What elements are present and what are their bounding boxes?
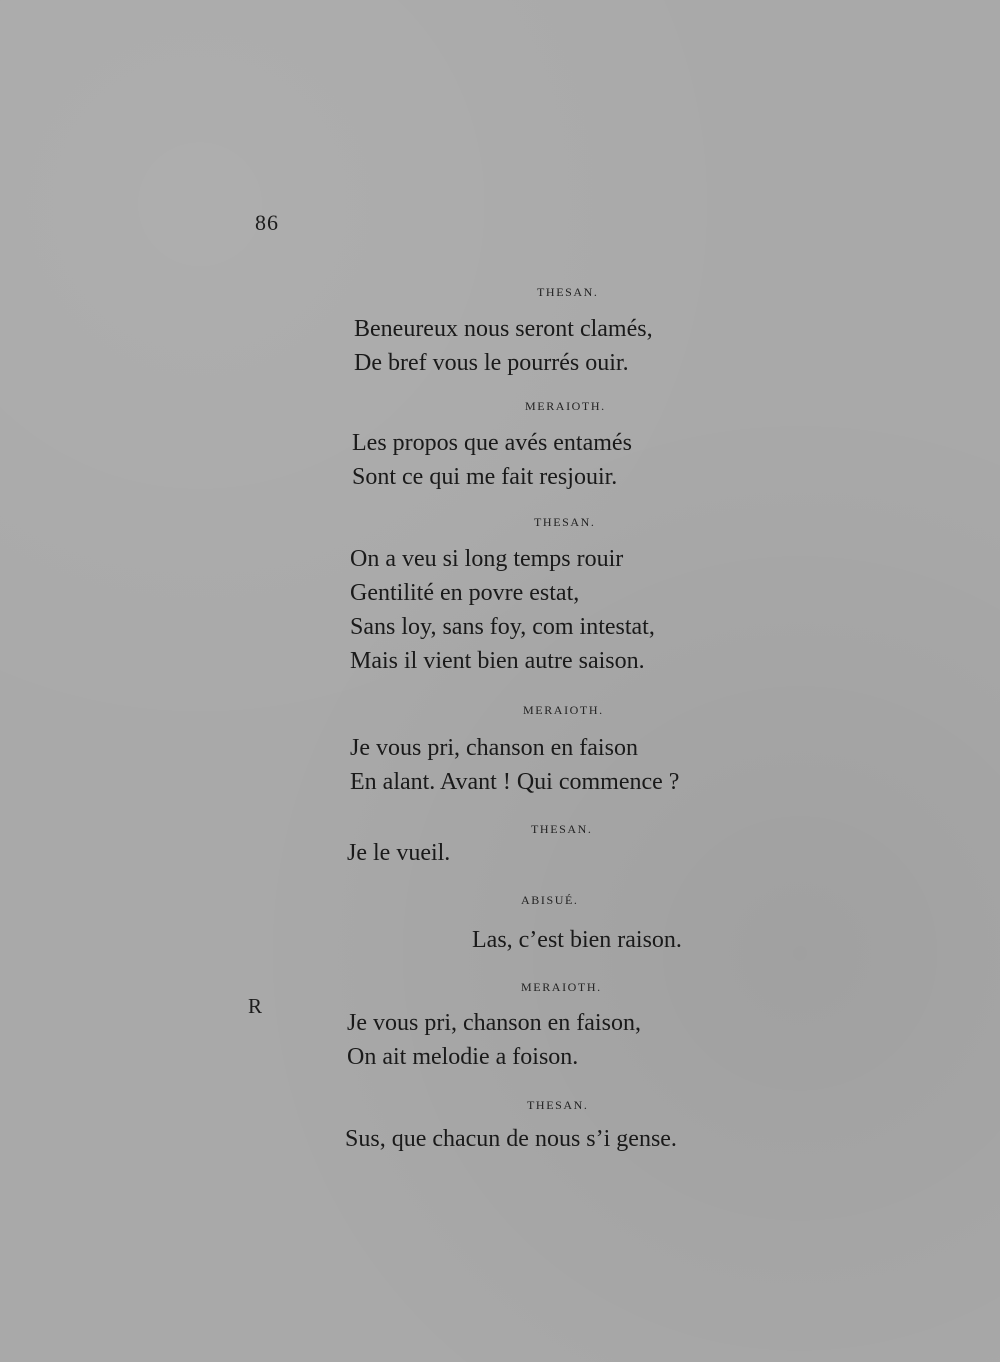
verse-line: Mais il vient bien autre saison. bbox=[350, 648, 645, 674]
verse-line: Las, c’est bien raison. bbox=[472, 927, 682, 953]
speaker-label: THESAN. bbox=[527, 1098, 589, 1112]
verse-block bbox=[345, 1122, 677, 1156]
verse-line: Sans loy, sans foy, com intestat, bbox=[350, 614, 655, 640]
verse-line: Je vous pri, chanson en faison, bbox=[347, 1010, 641, 1036]
verse-block bbox=[354, 312, 653, 380]
verse-block bbox=[350, 542, 655, 678]
margin-mark: R bbox=[248, 994, 263, 1018]
verse-block bbox=[350, 731, 679, 799]
speaker-label: THESAN. bbox=[531, 822, 593, 836]
verse-line: Les propos que avés entamés bbox=[352, 430, 632, 456]
speaker-label: ABISUÉ. bbox=[521, 893, 579, 907]
verse-line: Sus, que chacun de nous s’i gense. bbox=[345, 1126, 677, 1152]
verse-line: Je vous pri, chanson en faison bbox=[350, 735, 638, 761]
speaker-label: MERAIOTH. bbox=[521, 980, 602, 994]
verse-line: On ait melodie a foison. bbox=[347, 1044, 579, 1070]
speaker-label: MERAIOTH. bbox=[523, 703, 604, 717]
verse-line: De bref vous le pourrés ouir. bbox=[354, 350, 629, 376]
verse-line: Beneureux nous seront clamés, bbox=[354, 316, 653, 342]
verse-block bbox=[472, 923, 682, 957]
speaker-label: THESAN. bbox=[534, 515, 596, 529]
verse-block bbox=[352, 426, 632, 494]
verse-block bbox=[347, 1006, 641, 1074]
verse-line: Sont ce qui me fait resjouir. bbox=[352, 464, 618, 490]
verse-line: On a veu si long temps rouir bbox=[350, 546, 624, 572]
verse-block bbox=[347, 836, 450, 870]
speaker-label: THESAN. bbox=[537, 285, 599, 299]
verse-line: En alant. Avant ! Qui commence ? bbox=[350, 769, 680, 795]
speaker-label: MERAIOTH. bbox=[525, 399, 606, 413]
page-number: 86 bbox=[255, 210, 279, 235]
verse-line: Gentilité en povre estat, bbox=[350, 580, 580, 606]
verse-line: Je le vueil. bbox=[347, 840, 451, 866]
